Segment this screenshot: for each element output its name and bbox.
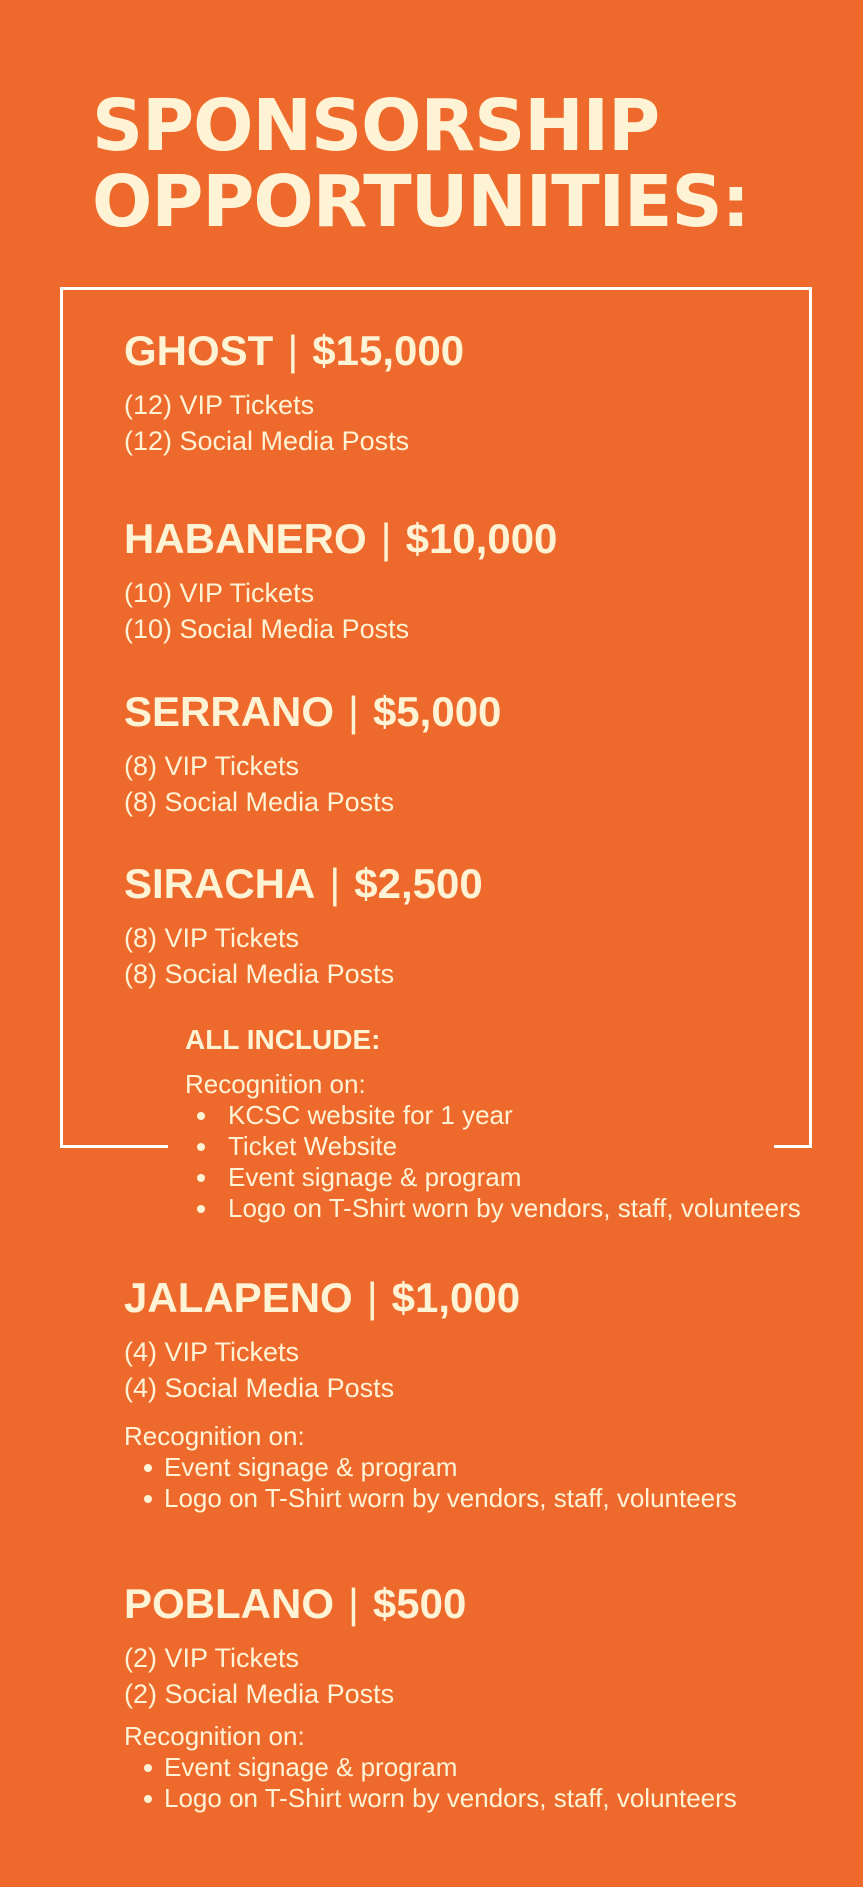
list-item-text: Ticket Website <box>228 1131 398 1161</box>
tier-price: $2,500 <box>354 860 483 907</box>
tier-benefits <box>124 387 464 459</box>
list-item-text: Event signage & program <box>164 1752 458 1782</box>
list-item-text: Logo on T-Shirt worn by vendors, staff, volunteers <box>164 1783 737 1813</box>
tier-name: POBLANO <box>124 1580 334 1627</box>
list-item-text: Logo on T-Shirt worn by vendors, staff, volunteers <box>164 1483 737 1513</box>
list-item <box>124 1452 737 1483</box>
tier-habanero <box>124 515 557 647</box>
tier-name: GHOST <box>124 327 274 374</box>
bullet-icon <box>144 1795 152 1803</box>
all-include-title: ALL INCLUDE: <box>185 1024 381 1055</box>
tier-jalapeno <box>124 1274 737 1514</box>
list-item <box>124 1752 737 1783</box>
tier-siracha <box>124 860 483 992</box>
benefit-social-posts: (4) Social Media Posts <box>124 1373 395 1403</box>
tier-price: $500 <box>372 1580 467 1627</box>
recognition-list <box>124 1452 737 1514</box>
recognition-block <box>124 1720 737 1814</box>
tier-benefits <box>124 1640 737 1712</box>
tier-separator: | <box>348 688 359 735</box>
tier-heading <box>124 327 464 375</box>
benefit-vip-tickets: (10) VIP Tickets <box>124 578 315 608</box>
tier-name: HABANERO <box>124 515 367 562</box>
list-item <box>185 1131 801 1162</box>
tier-serrano <box>124 688 501 820</box>
frame-bottom-left-edge <box>60 1145 168 1148</box>
benefit-vip-tickets: (4) VIP Tickets <box>124 1337 300 1367</box>
benefit-social-posts: (8) Social Media Posts <box>124 959 395 989</box>
tier-separator: | <box>380 515 392 562</box>
list-item-text: Event signage & program <box>164 1452 458 1482</box>
recognition-list <box>124 1752 737 1814</box>
tier-separator: | <box>366 1274 378 1321</box>
tier-heading <box>124 860 483 908</box>
tier-benefits <box>124 748 501 820</box>
bullet-icon <box>144 1495 152 1503</box>
tier-heading <box>124 1580 737 1628</box>
bullet-icon <box>197 1112 205 1120</box>
tier-separator: | <box>287 327 299 374</box>
tier-heading <box>124 688 501 736</box>
tier-price: $1,000 <box>391 1274 521 1321</box>
tier-ghost <box>124 327 464 459</box>
tier-price: $15,000 <box>312 327 465 374</box>
bullet-icon <box>197 1174 205 1182</box>
tier-poblano <box>124 1580 737 1814</box>
tier-heading <box>124 515 557 563</box>
tier-price: $10,000 <box>405 515 558 562</box>
list-item-text: Logo on T-Shirt worn by vendors, staff, volunteers <box>228 1193 801 1223</box>
list-item-text: Event signage & program <box>228 1162 522 1192</box>
recognition-label: Recognition on: <box>124 1721 305 1751</box>
tier-name: JALAPENO <box>124 1274 353 1321</box>
tier-benefits <box>124 1334 737 1406</box>
benefit-vip-tickets: (12) VIP Tickets <box>124 390 315 420</box>
recognition-block <box>124 1420 737 1514</box>
tier-name: SERRANO <box>124 688 335 735</box>
benefit-vip-tickets: (2) VIP Tickets <box>124 1643 300 1673</box>
page-title-line-2: OPPORTUNITIES: <box>92 160 750 243</box>
list-item <box>124 1483 737 1514</box>
tier-benefits <box>124 575 557 647</box>
tier-price: $5,000 <box>372 688 502 735</box>
tier-benefits <box>124 920 483 992</box>
recognition-label: Recognition on: <box>124 1421 305 1451</box>
tier-name: SIRACHA <box>124 860 316 907</box>
list-item <box>124 1783 737 1814</box>
bullet-icon <box>144 1764 152 1772</box>
tier-separator: | <box>348 1580 359 1627</box>
benefit-social-posts: (8) Social Media Posts <box>124 787 395 817</box>
benefit-social-posts: (2) Social Media Posts <box>124 1679 395 1709</box>
bullet-icon <box>197 1205 205 1213</box>
tier-separator: | <box>329 860 341 907</box>
all-include-section <box>185 1022 801 1224</box>
benefit-vip-tickets: (8) VIP Tickets <box>124 751 300 781</box>
list-item <box>185 1162 801 1193</box>
list-item <box>185 1193 801 1224</box>
benefit-social-posts: (10) Social Media Posts <box>124 614 410 644</box>
bullet-icon <box>144 1464 152 1472</box>
benefit-vip-tickets: (8) VIP Tickets <box>124 923 300 953</box>
list-item-text: KCSC website for 1 year <box>228 1100 513 1130</box>
recognition-label: Recognition on: <box>185 1069 366 1099</box>
tier-heading <box>124 1274 737 1322</box>
page-title <box>92 84 750 243</box>
bullet-icon <box>197 1143 205 1151</box>
list-item <box>185 1100 801 1131</box>
all-include-list <box>185 1100 801 1224</box>
page-title-line-1: SPONSORSHIP <box>92 84 660 167</box>
benefit-social-posts: (12) Social Media Posts <box>124 426 410 456</box>
